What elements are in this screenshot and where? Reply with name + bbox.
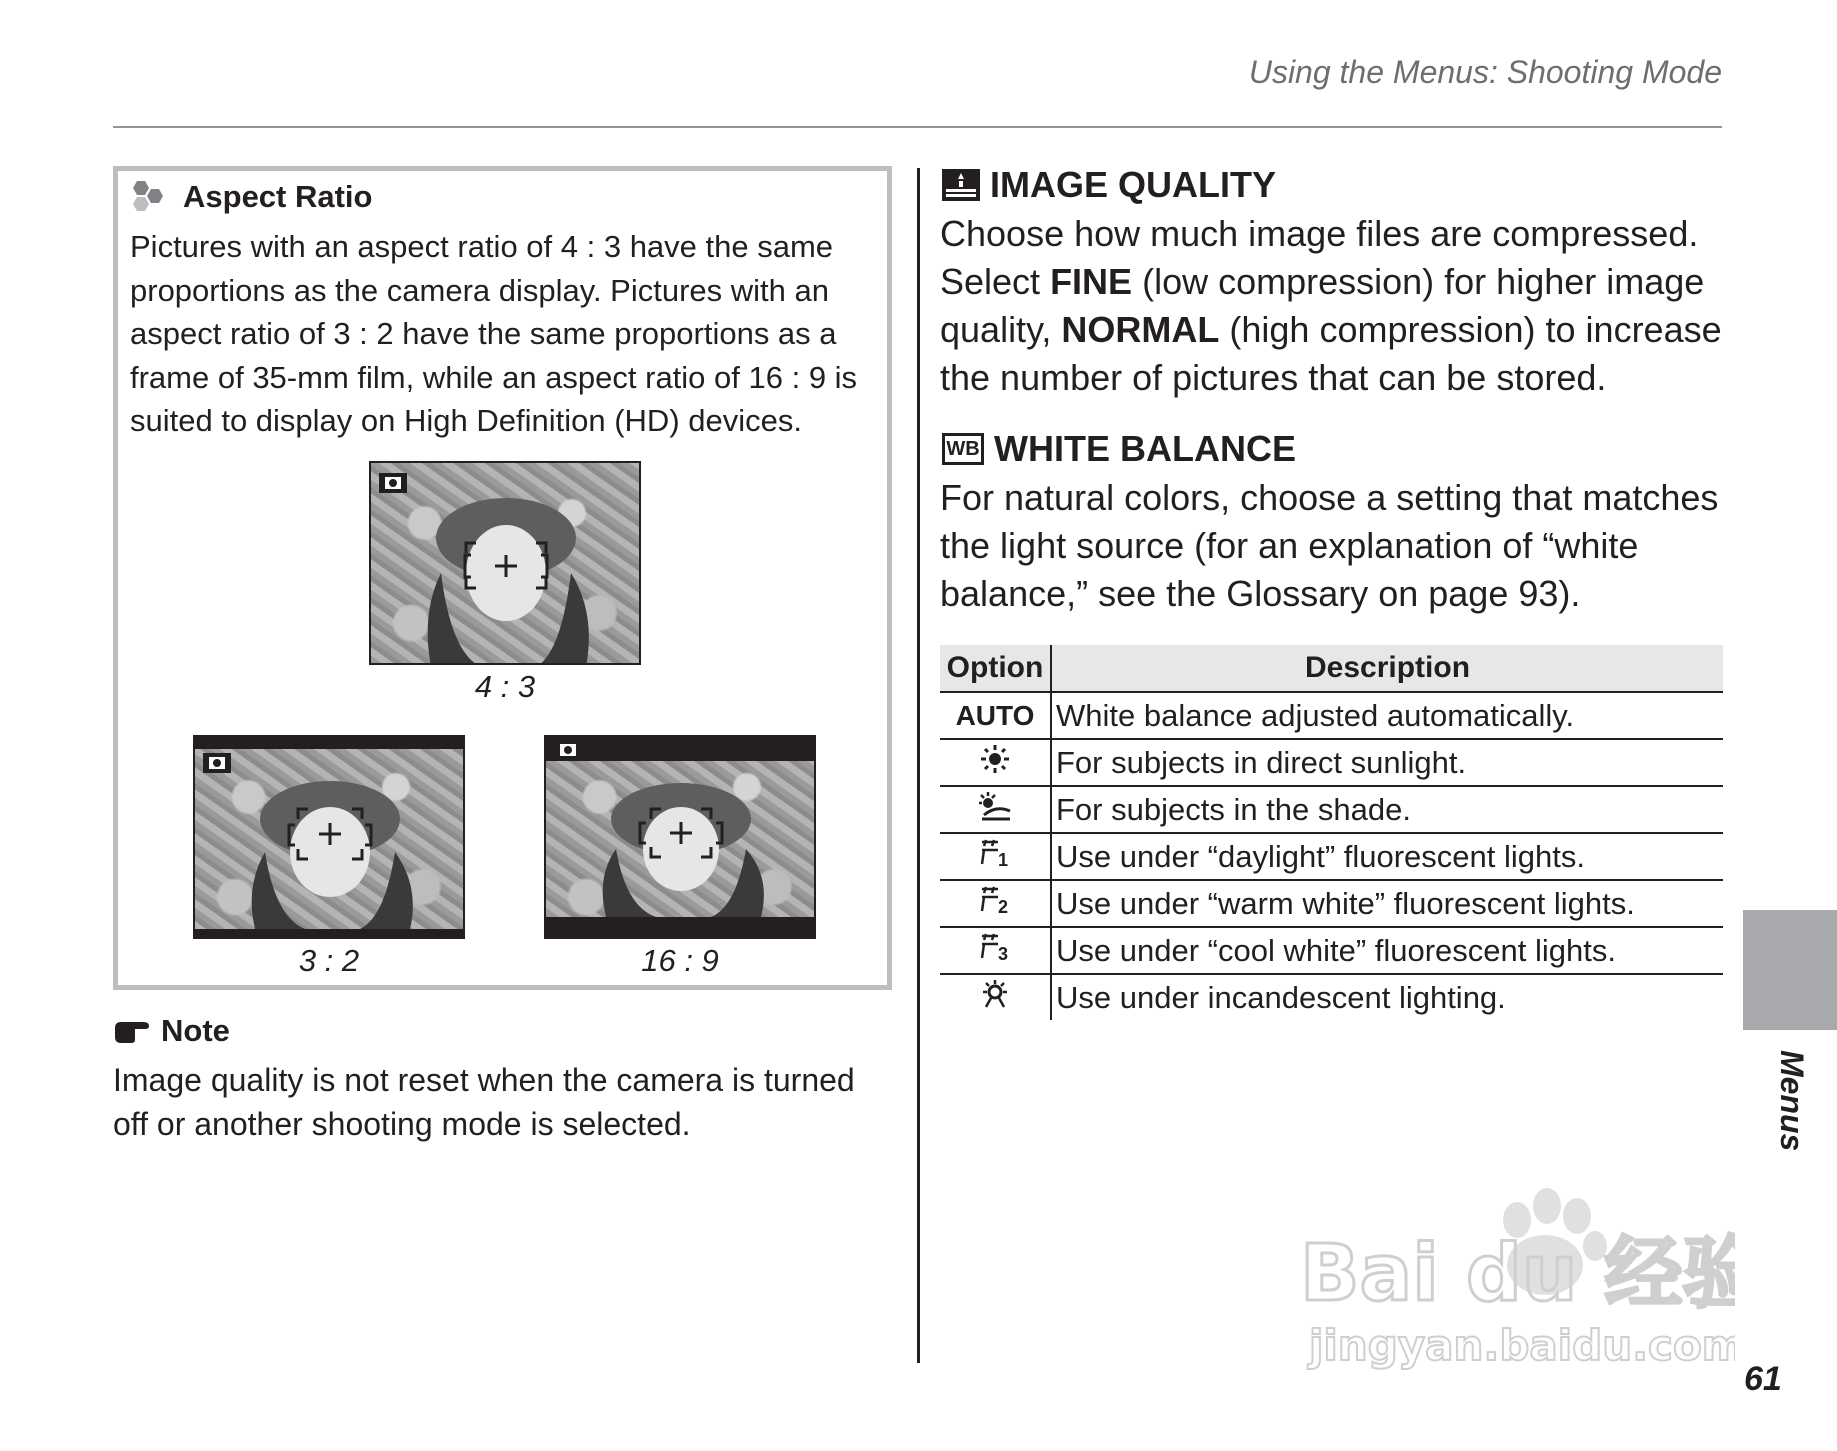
option-fluorescent-3 — [940, 927, 1051, 974]
side-tab — [1743, 910, 1837, 1030]
note-text — [113, 1059, 893, 1146]
header-rule — [113, 126, 1722, 128]
note-heading — [113, 1013, 230, 1049]
text-line: the number of pictures that can be stored. — [940, 357, 1607, 398]
option-header: Option — [940, 645, 1051, 692]
shade-icon — [978, 791, 1012, 821]
watermark-url: jingyan.baidu.com — [1309, 1321, 1735, 1370]
aspect-ratio-heading — [131, 179, 372, 215]
text-line: Image quality is not reset when the camera is turned — [113, 1062, 855, 1098]
running-header: Using the Menus: Shooting Mode — [1248, 54, 1722, 90]
fine-term: FINE — [1050, 261, 1133, 302]
image-quality-title: IMAGE QUALITY — [990, 164, 1276, 205]
option-shade — [940, 786, 1051, 833]
fluorescent-1-icon — [978, 838, 1012, 868]
photo-4-3 — [369, 461, 641, 665]
option-incandescent — [940, 974, 1051, 1020]
description-header: Description — [1051, 645, 1723, 692]
text-line: suited to display on High Definition (HD) devices. — [130, 403, 802, 438]
option-fluorescent-2 — [940, 880, 1051, 927]
option-sunlight — [940, 739, 1051, 786]
table-header-row — [940, 645, 1723, 692]
table-row — [940, 927, 1723, 974]
text-line: the light source (for an explanation of “white — [940, 525, 1639, 566]
note-title: Note — [161, 1013, 230, 1048]
paw-logo-icon — [1295, 1170, 1735, 1380]
aspect-ratio-title: Aspect Ratio — [183, 179, 373, 214]
photo-16-9 — [544, 735, 816, 939]
text-line: off or another shooting mode is selected. — [113, 1105, 691, 1142]
table-row — [940, 739, 1723, 786]
white-balance-table — [940, 645, 1723, 1020]
fluorescent-3-icon — [978, 932, 1012, 962]
table-row — [940, 974, 1723, 1020]
image-quality-text — [940, 210, 1760, 402]
caption-16-9: 16 : 9 — [641, 943, 719, 978]
white-balance-title: WHITE BALANCE — [994, 428, 1296, 469]
option-description: White balance adjusted automatically. — [1051, 692, 1723, 739]
column-divider — [917, 168, 920, 1363]
side-tab-label: Menus — [1774, 1050, 1810, 1152]
table-row — [940, 692, 1723, 739]
option-description: For subjects in direct sunlight. — [1051, 739, 1723, 786]
text-line: aspect ratio of 3 : 2 have the same proportions as a — [130, 316, 837, 351]
tips-icon — [131, 179, 175, 215]
option-fluorescent-1 — [940, 833, 1051, 880]
caption-4-3: 4 : 3 — [474, 669, 536, 704]
white-balance-icon: WB — [942, 433, 984, 465]
page-number: 61 — [1744, 1360, 1782, 1398]
svg-text:2: 2 — [998, 897, 1009, 915]
table-row — [940, 786, 1723, 833]
fluorescent-2-icon — [978, 885, 1012, 915]
photo-3-2 — [193, 735, 465, 939]
table-row — [940, 833, 1723, 880]
option-description: Use under “warm white” fluorescent lights. — [1051, 880, 1723, 927]
watermark — [1295, 1170, 1735, 1384]
text-line: Choose how much image files are compressed. — [940, 213, 1699, 254]
text-line: balance,” see the Glossary on page 93). — [940, 573, 1581, 614]
text-line: For natural colors, choose a setting that matches — [940, 477, 1719, 518]
option-description: Use under incandescent lighting. — [1056, 979, 1506, 1015]
text-line: frame of 35-mm film, while an aspect ratio of 16 : 9 is — [130, 359, 858, 395]
image-quality-heading — [942, 164, 1276, 206]
image-quality-icon — [942, 169, 980, 201]
option-auto: AUTO — [940, 692, 1051, 739]
aspect-ratio-text — [130, 225, 890, 443]
text-line: quality, NORMAL (high compression) to increase — [940, 309, 1722, 350]
table-row — [940, 880, 1723, 927]
svg-text:1: 1 — [998, 850, 1009, 868]
option-description: Use under “cool white” fluorescent lights. — [1051, 927, 1723, 974]
white-balance-heading — [942, 428, 1296, 470]
option-description: For subjects in the shade. — [1051, 786, 1723, 833]
incandescent-icon — [980, 979, 1010, 1009]
text-line: Pictures with an aspect ratio of 4 : 3 have the same — [130, 229, 834, 264]
white-balance-text — [940, 474, 1760, 618]
sun-icon — [980, 744, 1010, 774]
pointing-hand-icon — [113, 1018, 153, 1044]
svg-text:3: 3 — [998, 944, 1009, 962]
normal-term: NORMAL — [1061, 309, 1220, 350]
caption-3-2: 3 : 2 — [298, 943, 360, 978]
watermark-brand: Bai du 经验 — [1300, 1229, 1735, 1319]
text-line: proportions as the camera display. Pictures with an — [130, 272, 829, 308]
option-description: Use under “daylight” fluorescent lights. — [1051, 833, 1723, 880]
text-line: Select FINE (low compression) for higher image — [940, 261, 1705, 302]
